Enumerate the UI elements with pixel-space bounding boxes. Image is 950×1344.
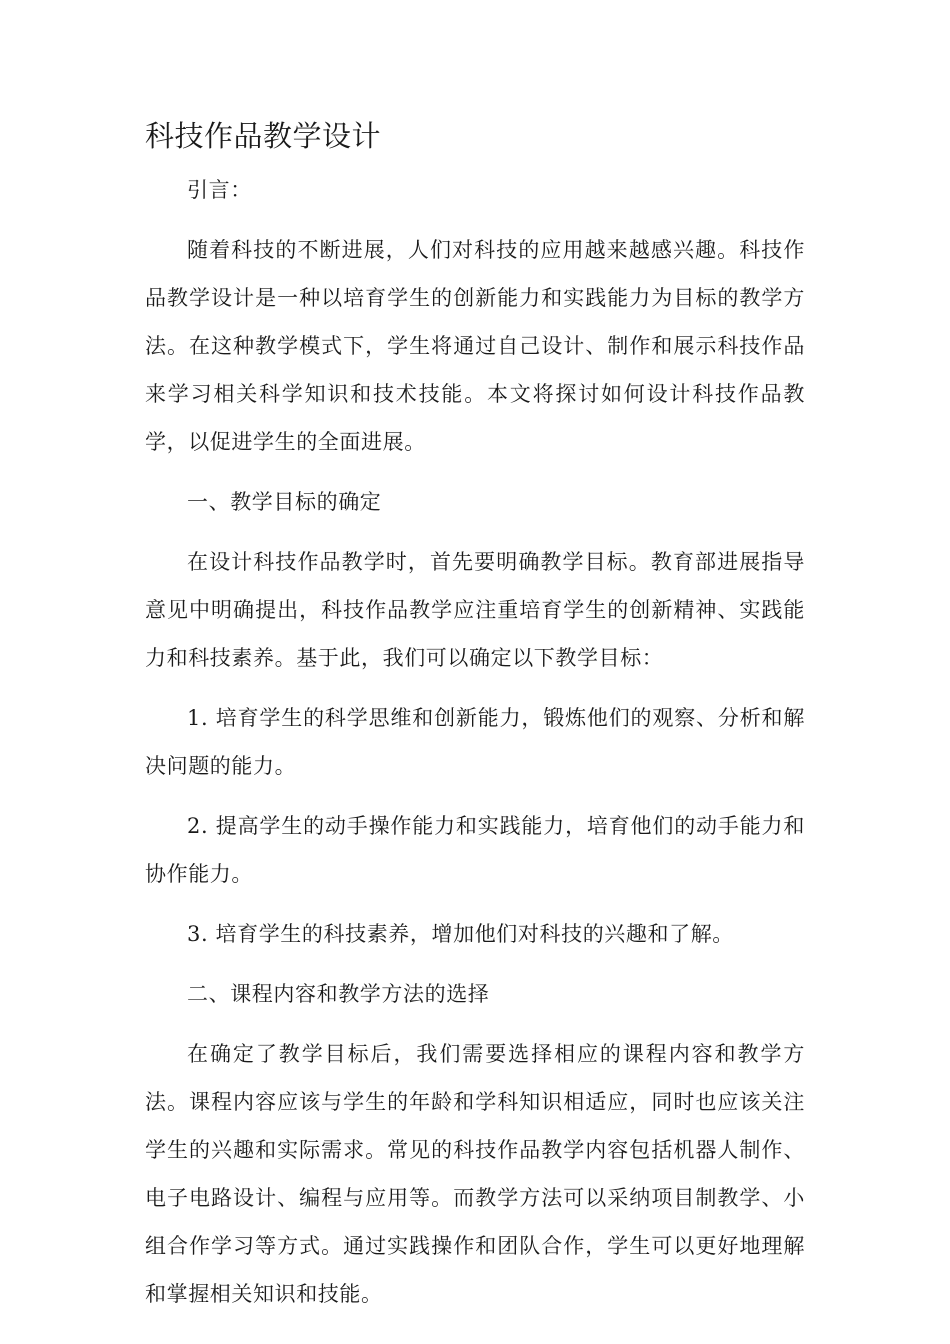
intro-label: 引言： bbox=[187, 178, 252, 202]
section-heading-1: 一、教学目标的确定 bbox=[187, 490, 382, 514]
objective-item-2: 2. 提高学生的动手操作能力和实践能力，培育他们的动手能力和协作能力。 bbox=[145, 814, 805, 886]
section-2-paragraph: 在确定了教学目标后，我们需要选择相应的课程内容和教学方法。课程内容应该与学生的年龄和学科知识相适应，同时也应该关注学生的兴趣和实际需求。常见的科技作品教学内容包括机器人制作、电子电路设计、编程与应用等。而教学方法可以采纳项目制教学、小组合作学习等方式。通过实践操作和团队合作，学生可以更好地理解和掌握相关知识和技能。 bbox=[145, 1042, 805, 1306]
section-1-paragraph: 在设计科技作品教学时，首先要明确教学目标。教育部进展指导意见中明确提出，科技作品教学应注重培育学生的创新精神、实践能力和科技素养。基于此，我们可以确定以下教学目标： bbox=[145, 550, 805, 670]
objective-item-1: 1. 培育学生的科学思维和创新能力，锻炼他们的观察、分析和解决问题的能力。 bbox=[145, 706, 805, 778]
objective-item-3: 3. 培育学生的科技素养，增加他们对科技的兴趣和了解。 bbox=[187, 922, 734, 946]
document-page bbox=[145, 108, 805, 1330]
section-heading-2: 二、课程内容和教学方法的选择 bbox=[187, 982, 490, 1006]
document-title: 科技作品教学设计 bbox=[145, 119, 382, 153]
intro-paragraph: 随着科技的不断进展，人们对科技的应用越来越感兴趣。科技作品教学设计是一种以培育学生的创新能力和实践能力为目标的教学方法。在这种教学模式下，学生将通过自己设计、制作和展示科技作品来学习相关科学知识和技术技能。本文将探讨如何设计科技作品教学，以促进学生的全面进展。 bbox=[145, 238, 805, 454]
